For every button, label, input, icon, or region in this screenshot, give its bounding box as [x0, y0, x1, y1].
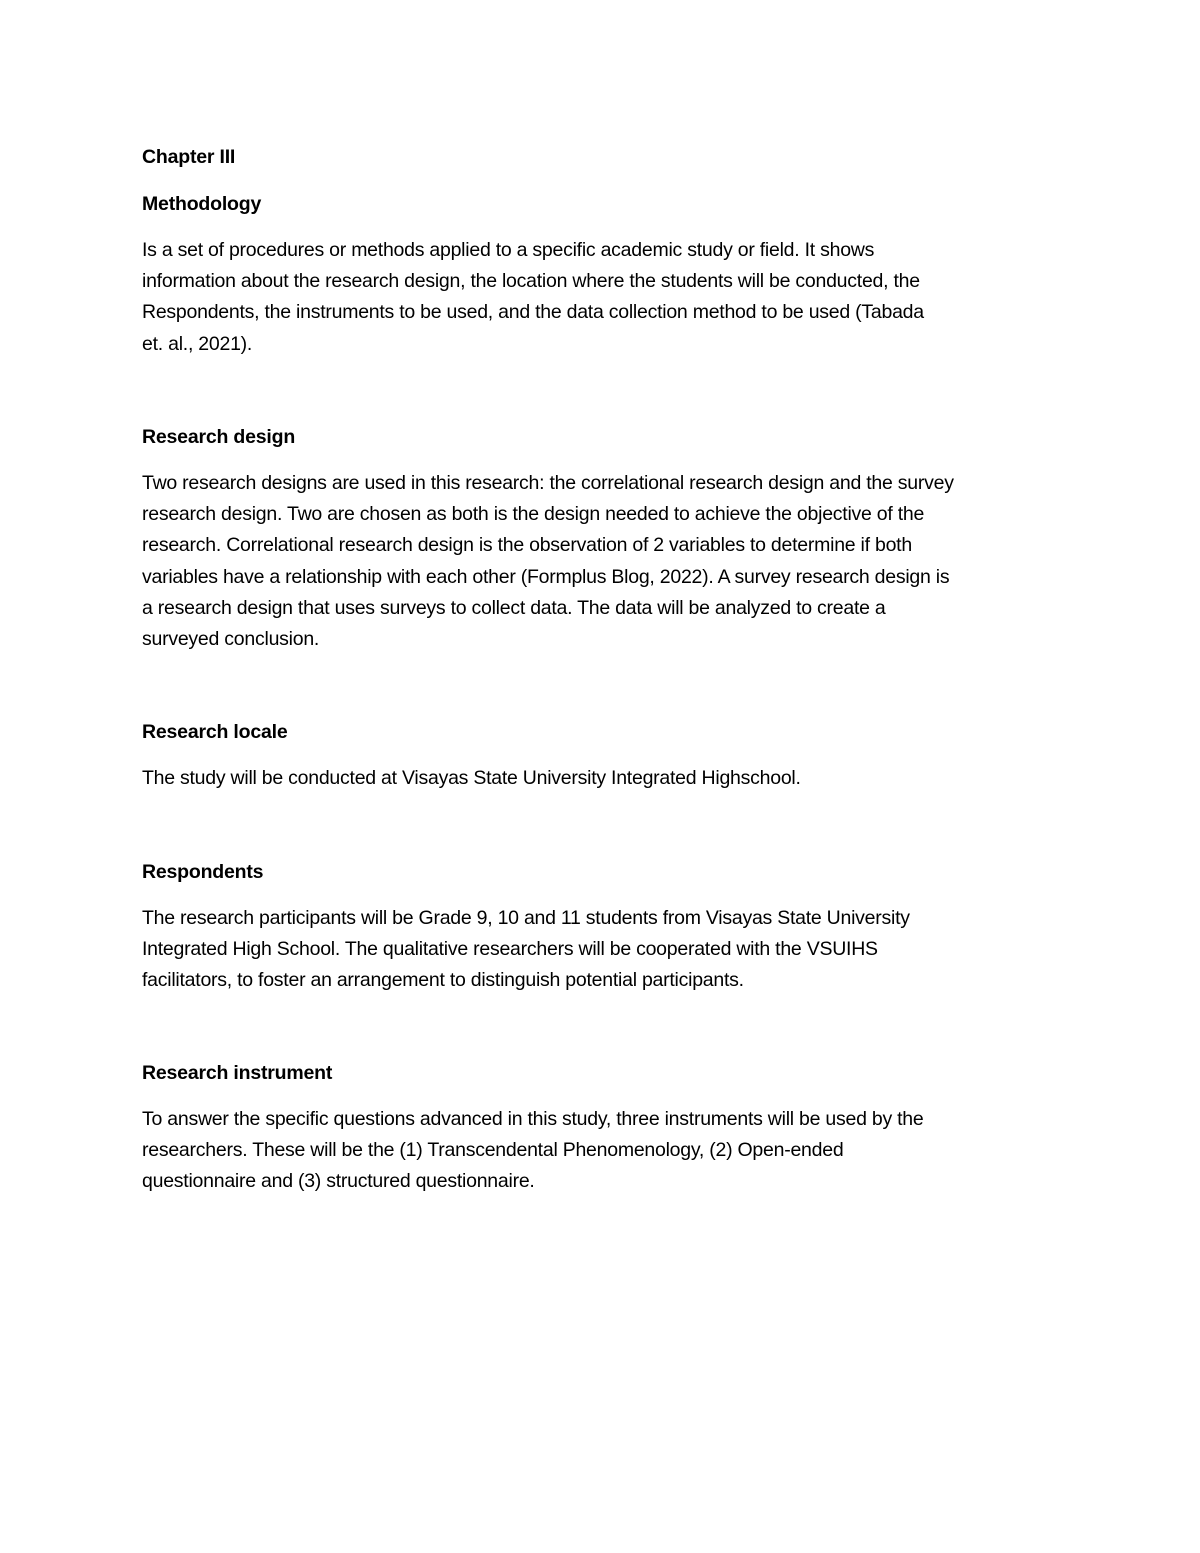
methodology-heading: Methodology: [142, 193, 262, 215]
paragraph-line: variables have a relationship with each other (Formplus Blog, 2022). A survey research design is: [142, 565, 950, 588]
research-locale-paragraph: [142, 763, 801, 794]
paragraph-line: Integrated High School. The qualitative researchers will be cooperated with the VSUIHS: [142, 938, 878, 961]
respondents-heading: Respondents: [142, 861, 264, 883]
paragraph-line: To answer the specific questions advanced in this study, three instruments will be used by the: [142, 1108, 924, 1130]
research-instrument-paragraph: [142, 1104, 923, 1198]
paragraph-line: facilitators, to foster an arrangement to distinguish potential participants.: [142, 969, 744, 992]
paragraph-line: researchers. These will be the (1) Transcendental Phenomenology, (2) Open-ended: [142, 1139, 844, 1162]
research-locale-heading: Research locale: [142, 721, 288, 743]
research-instrument-heading: Research instrument: [142, 1062, 333, 1084]
respondents-paragraph: [142, 903, 910, 997]
paragraph-line: research design. Two are chosen as both is the design needed to achieve the objective of the: [142, 503, 925, 526]
research-design-paragraph: [142, 468, 954, 655]
paragraph-line: et. al., 2021).: [142, 332, 253, 355]
paragraph-line: questionnaire and (3) structured questionnaire.: [142, 1170, 535, 1193]
paragraph-line: a research design that uses surveys to collect data. The data will be analyzed to create a: [142, 596, 886, 619]
research-design-heading: Research design: [142, 426, 296, 448]
chapter-title: Chapter III: [142, 146, 236, 168]
paragraph-line: The research participants will be Grade 9, 10 and 11 students from Visayas State University: [142, 907, 910, 929]
paragraph-line: surveyed conclusion.: [142, 628, 320, 651]
paragraph-line: research. Correlational research design is the observation of 2 variables to determine if both: [142, 534, 912, 557]
paragraph-line: Two research designs are used in this research: the correlational research design and the survey: [142, 472, 954, 494]
paragraph-line: Is a set of procedures or methods applied to a specific academic study or field. It shows: [142, 239, 875, 261]
paragraph-line: Respondents, the instruments to be used, and the data collection method to be used (Tabada: [142, 301, 924, 324]
paragraph-line: information about the research design, the location where the students will be conducted, the: [142, 270, 920, 293]
paragraph-line: The study will be conducted at Visayas State University Integrated Highschool.: [142, 767, 801, 789]
methodology-paragraph: [142, 235, 924, 360]
